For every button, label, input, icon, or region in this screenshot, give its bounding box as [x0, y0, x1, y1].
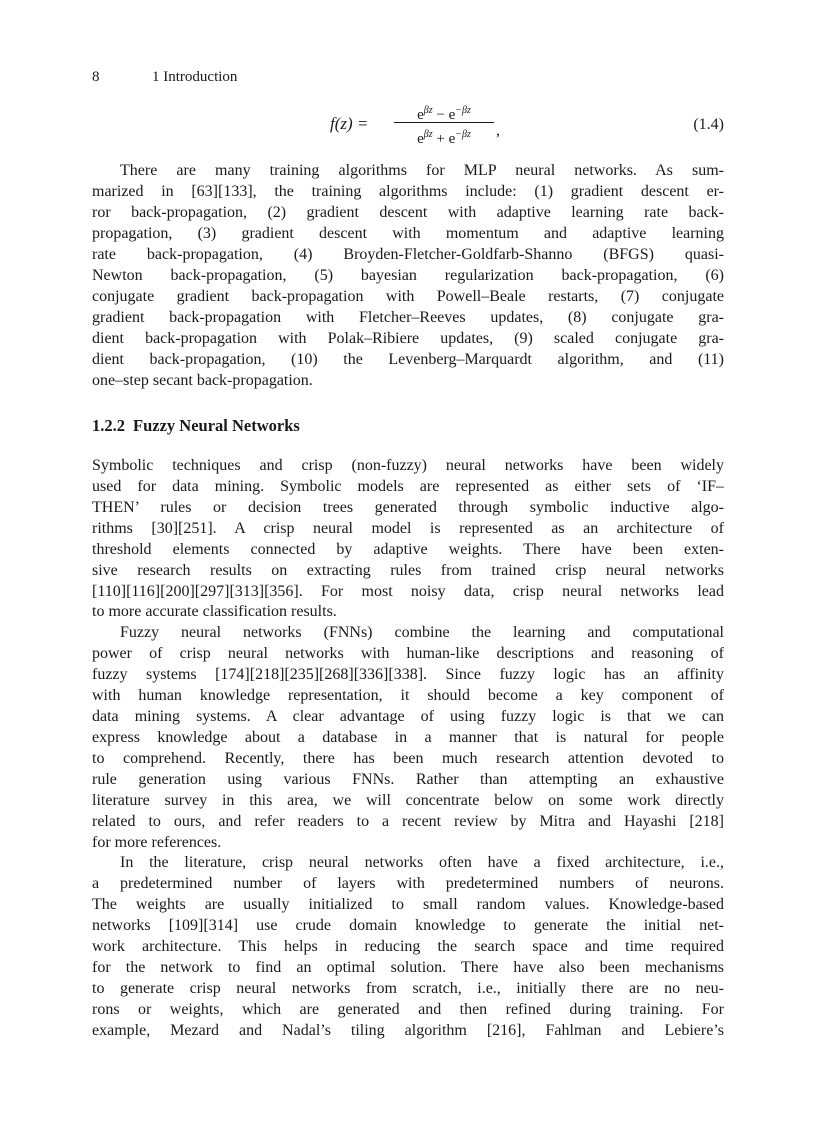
text-line: work architecture. This helps in reducing the search space and time required: [92, 938, 724, 955]
text-line: power of crisp neural networks with human-like descriptions and reasoning of: [92, 645, 724, 662]
section-title: Fuzzy Neural Networks: [133, 416, 300, 435]
text-line: dient back-propagation, (10) the Levenberg–Marquardt algorithm, and (11): [92, 351, 724, 368]
equation-number: (1.4): [693, 116, 724, 133]
text-line: express knowledge about a database in a manner that is natural for people: [92, 729, 724, 746]
text-line: for the network to find an optimal solution. There have also been mechanisms: [92, 959, 724, 976]
text-line: networks [109][314] use crude domain knowledge to generate the initial net-: [92, 917, 724, 934]
section-heading: [92, 416, 300, 436]
text-line: ror back-propagation, (2) gradient descent with adaptive learning rate back-: [92, 204, 724, 221]
text-line: rule generation using various FNNs. Rather than attempting an exhaustive: [92, 771, 724, 788]
chapter-title: 1 Introduction: [152, 69, 238, 85]
text-line: rate back-propagation, (4) Broyden-Fletcher-Goldfarb-Shanno (BFGS) quasi-: [92, 246, 724, 263]
text-line: to comprehend. Recently, there has been much research attention devoted to: [92, 750, 724, 767]
text-line: Symbolic techniques and crisp (non-fuzzy) neural networks have been widely: [92, 457, 724, 474]
equation-1-4: f(z) = $e^{\beta z} - e^{-\beta z}$ $e^{\beta z} + e^{-\beta z}$ , (1.4): [92, 100, 724, 146]
text-line: fuzzy systems [174][218][235][268][336][338]. Since fuzzy logic has an affinity: [92, 666, 724, 683]
page-number: 8: [92, 69, 100, 85]
text-line: The weights are usually initialized to small random values. Knowledge-based: [92, 896, 724, 913]
equation-numerator: $e^{\beta z} - e^{-\beta z}$: [417, 105, 471, 123]
text-line: conjugate gradient back-propagation with Powell–Beale restarts, (7) conjugate: [92, 288, 724, 305]
text-line: Fuzzy neural networks (FNNs) combine the learning and computational: [120, 624, 724, 641]
text-line: rons or weights, which are generated and then refined during training. For: [92, 1001, 724, 1018]
equation-fraction: [394, 100, 494, 145]
text-line: a predetermined number of layers with predetermined numbers of neurons.: [92, 875, 724, 892]
text-line: literature survey in this area, we will concentrate below on some work directly: [92, 792, 724, 809]
text-line: marized in [63][133], the training algorithms include: (1) gradient descent er-: [92, 183, 724, 200]
text-line: data mining systems. A clear advantage of using fuzzy logic is that we can: [92, 708, 724, 725]
text-line: with human knowledge representation, it should become a key component of: [92, 687, 724, 704]
equation-denominator: $e^{\beta z} + e^{-\beta z}$: [417, 129, 471, 147]
text-line: There are many training algorithms for MLP neural networks. As sum-: [120, 162, 724, 179]
section-number: 1.2.2: [92, 416, 125, 435]
text-line: used for data mining. Symbolic models are represented as either sets of ‘IF–: [92, 478, 724, 495]
text-line: for more references.: [92, 834, 222, 851]
text-line: threshold elements connected by adaptive weights. There have been exten-: [92, 541, 724, 558]
text-line: to generate crisp neural networks from scratch, i.e., initially there are no neu-: [92, 980, 724, 997]
text-line: In the literature, crisp neural networks often have a fixed architecture, i.e.,: [120, 854, 724, 871]
text-line: propagation, (3) gradient descent with momentum and adaptive learning: [92, 225, 724, 242]
text-line: to more accurate classification results.: [92, 603, 337, 620]
text-line: rithms [30][251]. A crisp neural model is represented as an architecture of: [92, 520, 724, 537]
text-line: example, Mezard and Nadal’s tiling algorithm [216], Fahlman and Lebiere’s: [92, 1022, 724, 1039]
text-line: THEN’ rules or decision trees generated through symbolic inductive algo-: [92, 499, 724, 516]
equation-lhs: f(z) =: [330, 114, 369, 133]
text-line: dient back-propagation with Polak–Ribiere updates, (9) scaled conjugate gra-: [92, 330, 724, 347]
text-line: related to ours, and refer readers to a recent review by Mitra and Hayashi [218]: [92, 813, 724, 830]
text-line: [110][116][200][297][313][356]. For most noisy data, crisp neural networks lead: [92, 583, 724, 600]
text-line: one–step secant back-propagation.: [92, 372, 313, 389]
text-line: Newton back-propagation, (5) bayesian regularization back-propagation, (6): [92, 267, 724, 284]
text-line: gradient back-propagation with Fletcher–Reeves updates, (8) conjugate gra-: [92, 309, 724, 326]
text-line: sive research results on extracting rules from trained crisp neural networks: [92, 562, 724, 579]
